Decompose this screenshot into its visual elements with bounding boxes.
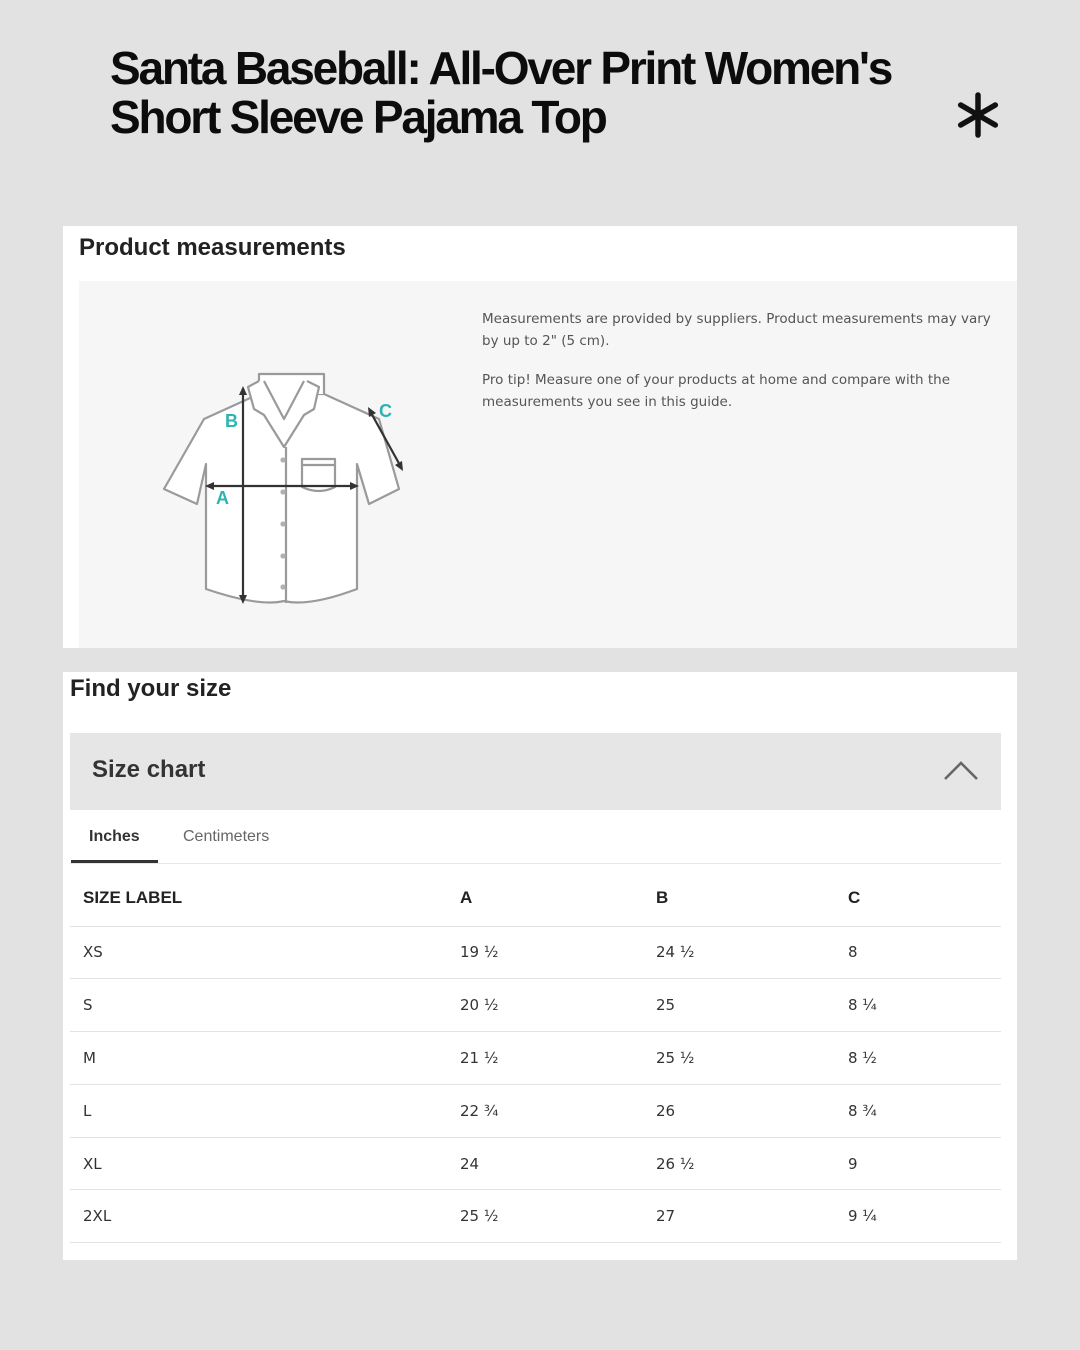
column-header-c: C — [835, 864, 1001, 926]
size-chart-accordion[interactable] — [70, 733, 1001, 810]
table-row — [70, 1032, 1001, 1085]
column-header-a: A — [447, 864, 643, 926]
active-tab-indicator — [71, 860, 158, 863]
tab-centimeters[interactable]: Centimeters — [183, 828, 270, 845]
table-row — [70, 1084, 1001, 1137]
find-your-size-heading: Find your size — [70, 675, 232, 702]
table-row — [70, 979, 1001, 1032]
unit-tabs — [70, 810, 1001, 864]
measure-b-cell: 27 — [643, 1190, 835, 1243]
measure-b-cell: 24 ½ — [643, 926, 835, 979]
size-label-cell: XL — [70, 1137, 447, 1190]
table-row — [70, 926, 1001, 979]
measure-c-cell: 8 ¾ — [835, 1084, 1001, 1137]
measure-a-cell: 21 ½ — [447, 1032, 643, 1085]
size-label-cell: L — [70, 1084, 447, 1137]
size-table — [70, 864, 1001, 1243]
measure-b-cell: 25 ½ — [643, 1032, 835, 1085]
column-header-size-label: SIZE LABEL — [70, 864, 447, 926]
measure-a-cell: 24 — [447, 1137, 643, 1190]
size-label-cell: S — [70, 979, 447, 1032]
table-row — [70, 1137, 1001, 1190]
measure-a-cell: 25 ½ — [447, 1190, 643, 1243]
measurements-info — [482, 308, 992, 413]
measure-c-cell: 8 ½ — [835, 1032, 1001, 1085]
find-your-size-panel — [63, 672, 1017, 1260]
diagram-label-b: B — [225, 411, 238, 431]
column-header-b: B — [643, 864, 835, 926]
product-measurements-heading: Product measurements — [79, 234, 346, 261]
measurements-tip: Pro tip! Measure one of your products at home and compare with the measurements you see in this guide. — [482, 372, 951, 410]
diagram-label-a: A — [216, 488, 229, 508]
size-label-cell: 2XL — [70, 1190, 447, 1243]
tab-inches[interactable]: Inches — [89, 828, 140, 845]
diagram-label-c: C — [379, 401, 392, 421]
chevron-up-icon[interactable] — [943, 758, 979, 782]
measure-a-cell: 22 ¾ — [447, 1084, 643, 1137]
measure-b-cell: 25 — [643, 979, 835, 1032]
measurements-note: Measurements are provided by suppliers. Product measurements may vary by up to 2" (5 cm). — [482, 311, 991, 349]
product-measurements-panel — [63, 226, 1017, 648]
measure-c-cell: 8 ¼ — [835, 979, 1001, 1032]
measure-c-cell: 9 — [835, 1137, 1001, 1190]
table-row — [70, 1190, 1001, 1243]
measure-b-cell: 26 ½ — [643, 1137, 835, 1190]
size-label-cell: XS — [70, 926, 447, 979]
size-label-cell: M — [70, 1032, 447, 1085]
measure-a-cell: 19 ½ — [447, 926, 643, 979]
measure-a-cell: 20 ½ — [447, 979, 643, 1032]
measure-b-cell: 26 — [643, 1084, 835, 1137]
measurements-content — [79, 281, 1017, 648]
page-title: Santa Baseball: All-Over Print Women's Short Sleeve Pajama Top — [110, 42, 892, 143]
asterisk-icon — [955, 92, 1001, 138]
measure-c-cell: 8 — [835, 926, 1001, 979]
table-header-row — [70, 864, 1001, 926]
shirt-diagram-icon — [159, 359, 409, 609]
measure-c-cell: 9 ¼ — [835, 1190, 1001, 1243]
size-chart-label: Size chart — [92, 756, 206, 783]
